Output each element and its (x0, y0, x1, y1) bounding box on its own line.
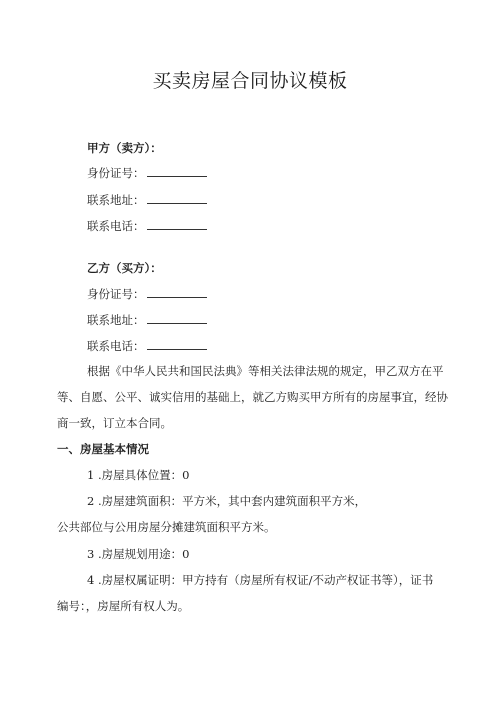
preamble-line-3: 商一致，订立本合同。 (57, 416, 172, 430)
party-a-phone-label: 联系电话： (87, 219, 145, 233)
party-a-id-label: 身份证号： (87, 166, 145, 180)
preamble-line-2: 等、自愿、公平、诚实信用的基础上，就乙方购买甲方所有的房屋事宜，经协 (57, 390, 448, 404)
party-a-address-label: 联系地址： (87, 193, 145, 207)
party-a-address-row (87, 193, 207, 207)
section-1-item-2: 2 .房屋建筑面积：平方米，其中套内建筑面积平方米， (87, 494, 367, 508)
party-b-address-label: 联系地址： (87, 313, 145, 327)
document-title: 买卖房屋合同协议模板 (152, 70, 348, 92)
preamble-line-1: 根据《中华人民共和国民法典》等相关法律法规的规定，甲乙双方在平 (87, 364, 444, 378)
party-b-phone-blank (147, 339, 207, 350)
party-a-id-blank (147, 166, 207, 177)
party-a-phone-row (87, 219, 207, 233)
party-b-heading: 乙方（买方）： (87, 261, 162, 275)
section-1-item-4: 4 .房屋权属证明：甲方持有（房屋所有权证/不动产权证书等），证书 (87, 573, 434, 587)
section-1-item-2-cont: 公共部位与公用房屋分摊建筑面积平方米。 (57, 520, 276, 534)
party-a-address-blank (147, 193, 207, 204)
party-b-address-blank (147, 313, 207, 324)
section-1-heading: 一、房屋基本情况 (57, 442, 149, 456)
section-1-item-3: 3 .房屋规划用途：0 (87, 547, 190, 561)
party-a-id-row (87, 166, 207, 180)
section-1-item-1: 1 .房屋具体位置：0 (87, 468, 190, 482)
party-b-address-row (87, 313, 207, 327)
party-b-id-label: 身份证号： (87, 287, 145, 301)
party-b-phone-label: 联系电话： (87, 339, 145, 353)
party-b-id-blank (147, 287, 207, 298)
party-b-id-row (87, 287, 207, 301)
party-a-phone-blank (147, 219, 207, 230)
section-1-item-4-cont: 编号：，房屋所有权人为。 (57, 599, 190, 613)
party-a-heading: 甲方（卖方）： (87, 141, 162, 155)
party-b-phone-row (87, 339, 207, 353)
